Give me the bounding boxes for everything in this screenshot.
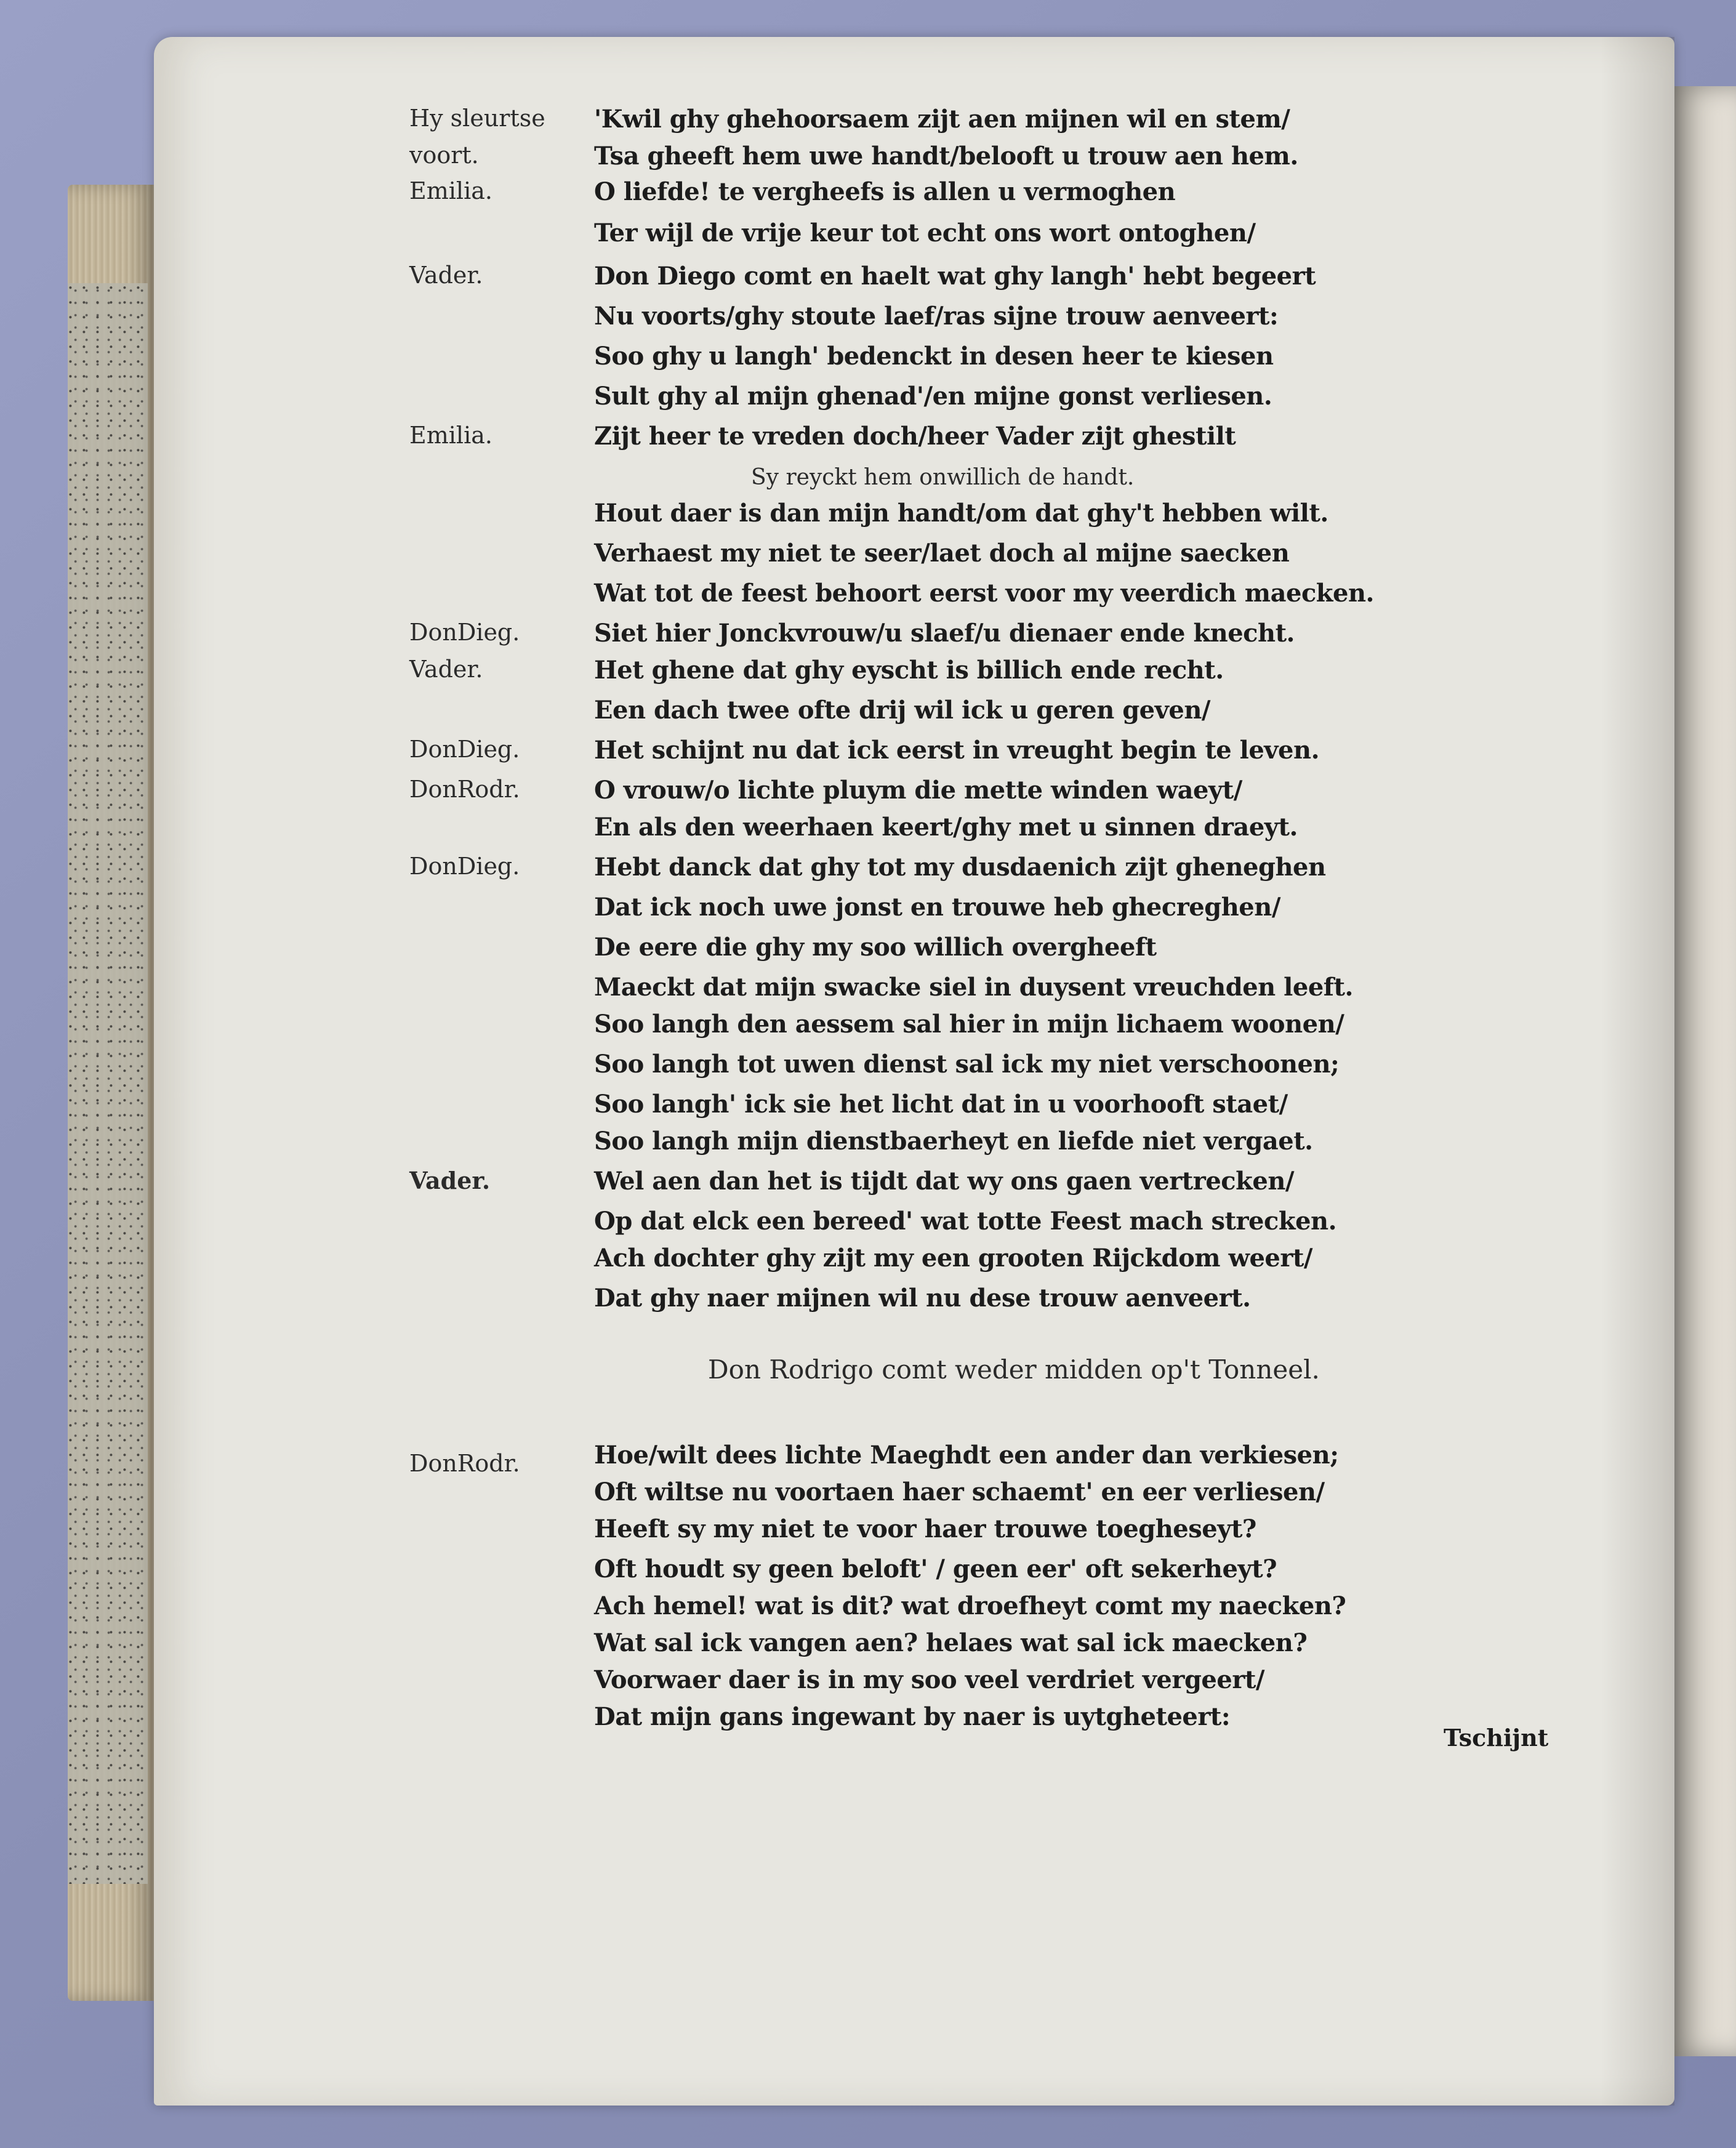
stage-direction: Don Rodrigo comt weder midden op't Tonneel. xyxy=(708,1354,1320,1385)
speaker-label: Hy sleurtse xyxy=(409,105,545,132)
stage-direction: Sy reyckt hem onwillich de handt. xyxy=(751,465,1135,490)
verse-line: Tsa gheeft hem uwe handt/belooft u trouw aen hem. xyxy=(594,142,1298,171)
verse-line: Heeft sy my niet te voor haer trouwe toegheseyt? xyxy=(594,1514,1256,1543)
speckled-book-cover xyxy=(68,283,148,1884)
verse-line: Ach hemel! wat is dit? wat droefheyt comt my naecken? xyxy=(594,1591,1346,1620)
verse-line: Verhaest my niet te seer/laet doch al mijne saecken xyxy=(594,539,1290,568)
verse-line: Wat tot de feest behoort eerst voor my veerdich maecken. xyxy=(594,579,1374,608)
verse-line: Op dat elck een bereed' wat totte Feest mach strecken. xyxy=(594,1207,1337,1236)
verse-line: Dat ick noch uwe jonst en trouwe heb ghecreghen/ xyxy=(594,893,1280,922)
verse-line: Wat sal ick vangen aen? helaes wat sal ick maecken? xyxy=(594,1628,1308,1657)
verse-line: Ach dochter ghy zijt my een grooten Rijckdom weert/ xyxy=(594,1244,1313,1273)
verse-line: 'Kwil ghy ghehoorsaem zijt aen mijnen wil en stem/ xyxy=(594,105,1290,134)
verse-line: En als den weerhaen keert/ghy met u sinnen draeyt. xyxy=(594,813,1298,842)
speaker-label: DonRodr. xyxy=(409,1450,520,1477)
verse-line: Het ghene dat ghy eyscht is billich ende recht. xyxy=(594,656,1224,685)
verse-line: Sult ghy al mijn ghenad'/en mijne gonst verliesen. xyxy=(594,382,1272,411)
speaker-label: Vader. xyxy=(409,1167,491,1194)
verse-line: De eere die ghy my soo willich overgheeft xyxy=(594,933,1157,962)
speaker-label: DonDieg. xyxy=(409,853,520,880)
speaker-label: DonDieg. xyxy=(409,736,520,763)
verse-line: Ter wijl de vrije keur tot echt ons wort ontoghen/ xyxy=(594,219,1256,247)
verse-line: Hoe/wilt dees lichte Maeghdt een ander dan verkiesen; xyxy=(594,1441,1339,1470)
speaker-label: Vader. xyxy=(409,262,483,289)
verse-line: Soo langh mijn dienstbaerheyt en liefde niet vergaet. xyxy=(594,1127,1313,1156)
verse-line: Maeckt dat mijn swacke siel in duysent vreuchden leeft. xyxy=(594,973,1353,1002)
verse-line: Hout daer is dan mijn handt/om dat ghy't hebben wilt. xyxy=(594,499,1328,528)
verse-line: Het schijnt nu dat ick eerst in vreught begin te leven. xyxy=(594,736,1320,765)
verse-line: Zijt heer te vreden doch/heer Vader zijt ghestilt xyxy=(594,422,1236,451)
verse-line: Voorwaer daer is in my soo veel verdriet vergeert/ xyxy=(594,1665,1264,1694)
verse-line: Soo langh tot uwen dienst sal ick my niet verschoonen; xyxy=(594,1050,1340,1079)
verse-line: O liefde! te vergheefs is allen u vermoghen xyxy=(594,177,1176,206)
verse-line: O vrouw/o lichte pluym die mette winden waeyt/ xyxy=(594,776,1242,805)
verse-line: Dat mijn gans ingewant by naer is uytgheteert: xyxy=(594,1702,1231,1731)
speaker-label: Emilia. xyxy=(409,422,492,449)
verse-line: Nu voorts/ghy stoute laef/ras sijne trouw aenveert: xyxy=(594,302,1279,331)
speaker-label: voort. xyxy=(409,142,479,169)
speaker-label: Emilia. xyxy=(409,177,492,204)
verse-line: Don Diego comt en haelt wat ghy langh' hebt begeert xyxy=(594,262,1316,291)
verse-line: Wel aen dan het is tijdt dat wy ons gaen vertrecken/ xyxy=(594,1167,1295,1196)
verse-line: Oft houdt sy geen beloft' / geen eer' oft sekerheyt? xyxy=(594,1555,1277,1583)
verse-line: Siet hier Jonckvrouw/u slaef/u dienaer ende knecht. xyxy=(594,619,1295,648)
page-gutter-shadow xyxy=(1601,37,1674,2106)
verse-line: Dat ghy naer mijnen wil nu dese trouw aenveert. xyxy=(594,1284,1251,1313)
verse-line: Soo ghy u langh' bedenckt in desen heer te kiesen xyxy=(594,342,1274,371)
verse-line: Hebt danck dat ghy tot my dusdaenich zijt gheneghen xyxy=(594,853,1326,882)
speaker-label: Vader. xyxy=(409,656,483,683)
catchword: Tschijnt xyxy=(1444,1724,1549,1752)
verse-line: Een dach twee ofte drij wil ick u geren geven/ xyxy=(594,696,1211,725)
verse-line: Oft wiltse nu voortaen haer schaemt' en eer verliesen/ xyxy=(594,1478,1325,1506)
facing-page-edge xyxy=(1674,86,1736,2056)
speaker-label: DonDieg. xyxy=(409,619,520,646)
speaker-label: DonRodr. xyxy=(409,776,520,803)
verse-line: Soo langh' ick sie het licht dat in u voorhooft staet/ xyxy=(594,1090,1288,1119)
verse-line: Soo langh den aessem sal hier in mijn lichaem woonen/ xyxy=(594,1010,1344,1039)
